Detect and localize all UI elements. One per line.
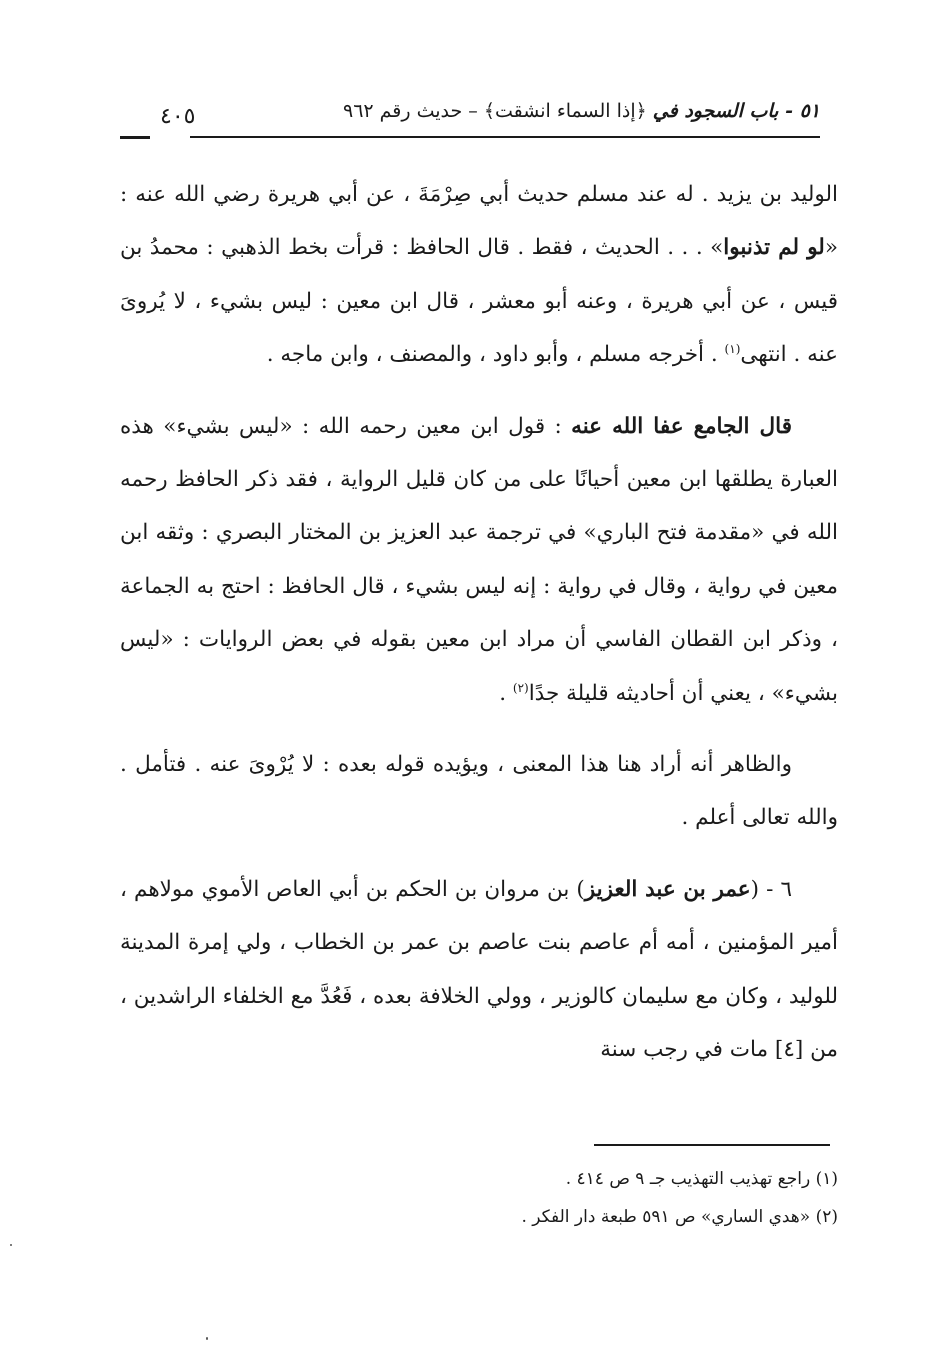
paragraph-4 xyxy=(120,863,838,1077)
header-title xyxy=(343,100,820,122)
surah-reference: ﴿إذا السماء انشقت﴾ xyxy=(483,100,647,122)
text-run: ) بن مروان بن الحكم بن أبي العاص الأموي مولاهم ، أمير المؤمنين ، أمه أم عاصم بنت عاصم بن عمر بن الخطاب ، ولي إمرة المدينة للوليد ، وكان مع سليمان كالوزير ، وولي الخلافة بعده ، فَعُدَّ مع الخلفاء الراشدين ، من [٤] مات في رجب سنة xyxy=(120,876,838,1063)
scan-speck xyxy=(10,1244,12,1246)
header-rule-short xyxy=(120,136,150,139)
text-run: ٦ - ( xyxy=(750,876,792,902)
footnote-marker-1: (١) xyxy=(724,342,741,357)
text-run: : قول ابن معين رحمه الله : «ليس بشيء» هذه العبارة يطلقها ابن معين أحيانًا على من كان قليل الرواية ، فقد ذكر الحافظ رحمه الله في «مقدمة فتح الباري» في ترجمة عبد العزيز بن المختار البصري : وثقه ابن معين في رواية ، وقال في رواية : إنه ليس بشيء ، قال الحافظ : احتج به الجماعة ، وذكر ابن القطان الفاسي أن مراد ابن معين بقوله في بعض الروايات : «ليس بشيء» ، يعني أن أحاديثه قليلة جدًا xyxy=(120,413,838,706)
paragraph-2 xyxy=(120,400,838,720)
footnote-marker-2: (٢) xyxy=(512,680,529,695)
text-run: . xyxy=(499,680,513,706)
paragraph-3 xyxy=(120,738,838,845)
bold-heading: قال الجامع عفا الله عنه xyxy=(571,413,792,439)
page-number: ٤٠٥ xyxy=(160,104,196,129)
footnote-2 xyxy=(120,1198,838,1236)
bold-quote: لو لم تذنبوا xyxy=(723,235,825,261)
text-run: » . . . الحديث ، فقط . قال الحافظ : قرأت بخط الذهبي : محمدُ بن قيس ، عن أبي هريرة ، وعنه أبو معشر ، قال ابن معين : ليس بشيء ، لا يُروىَ عنه . انتهى xyxy=(120,235,838,368)
text-run: . أخرجه مسلم ، وأبو داود ، والمصنف ، وابن ماجه . xyxy=(266,342,725,368)
scan-speck xyxy=(206,1337,208,1340)
footnote-separator xyxy=(594,1144,830,1146)
hadith-number: – حديث رقم ٩٦٢ xyxy=(343,100,478,122)
text-run: والظاهر أنه أراد هنا هذا المعنى ، ويؤيده قوله بعده : لا يُرْوىَ عنه . فتأمل . والله تعالى أعلم . xyxy=(120,752,838,831)
text-run: الوليد بن يزيد . له عند مسلم حديث أبي صِرْمَةَ ، عن أبي هريرة رضي الله عنه : « xyxy=(120,182,839,261)
footnotes xyxy=(120,1160,838,1236)
footnote-text: «هدي الساري» ص ٥٩١ طبعة دار الفكر . xyxy=(521,1207,811,1227)
paragraph-1 xyxy=(120,168,838,382)
footnote-1 xyxy=(120,1160,838,1198)
main-text xyxy=(120,168,838,1077)
header-rule xyxy=(190,136,820,138)
bold-name: عمر بن عبد العزيز xyxy=(584,876,751,902)
footnote-text: راجع تهذيب التهذيب جـ ٩ ص ٤١٤ . xyxy=(565,1169,811,1189)
chapter-title: ٥١ - باب السجود في xyxy=(652,100,820,122)
footnote-number: (١) xyxy=(815,1169,838,1189)
running-header xyxy=(120,96,820,142)
footnote-number: (٢) xyxy=(815,1207,838,1227)
